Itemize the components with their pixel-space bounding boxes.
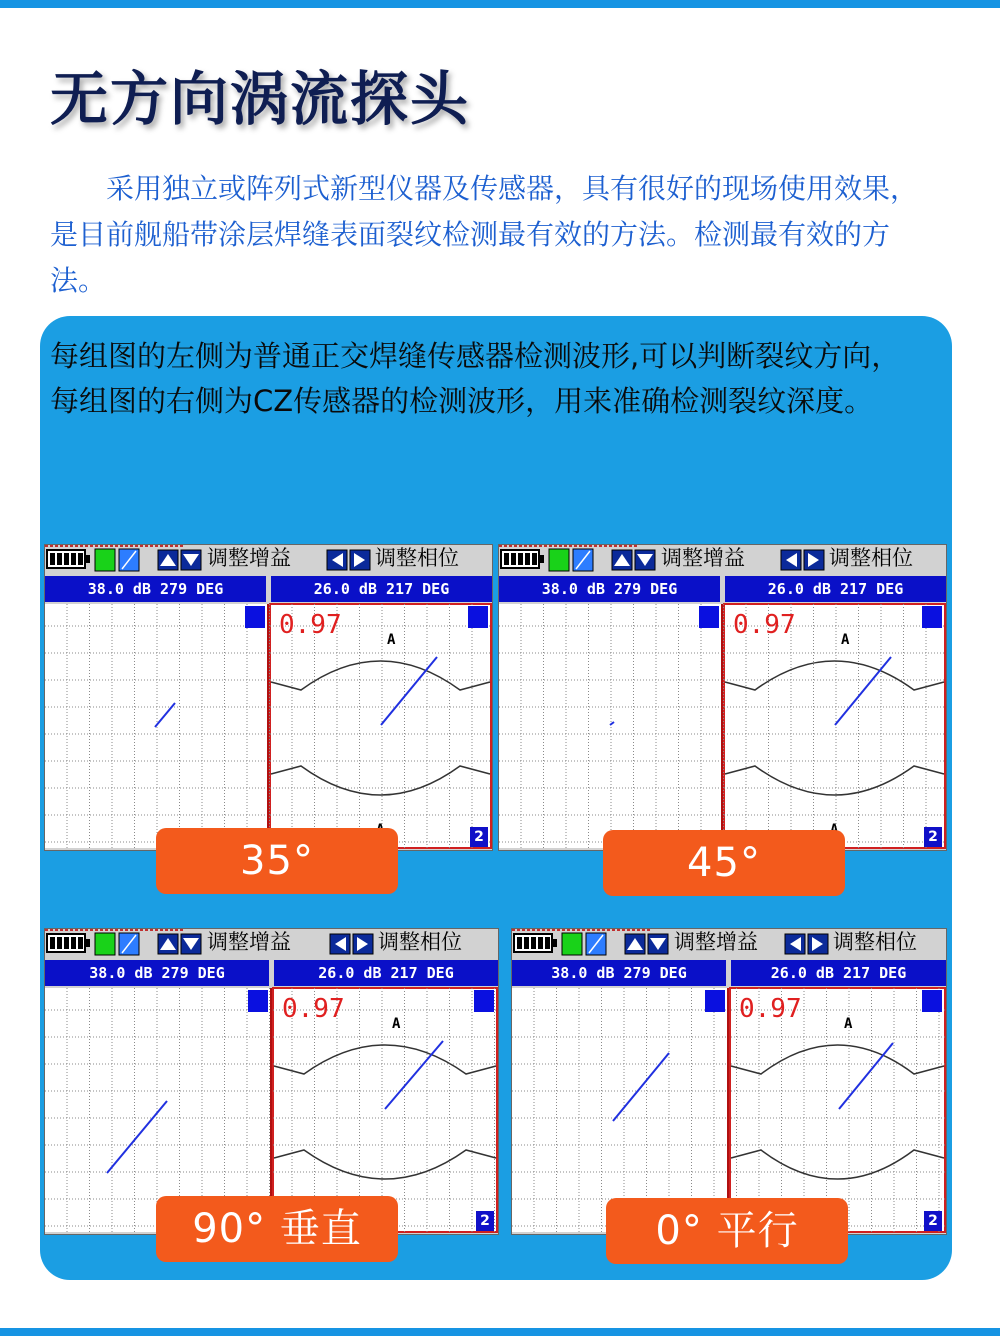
battery-icon xyxy=(47,934,90,952)
channel-number-badge: 2 xyxy=(476,1211,494,1231)
right-channel-header: 26.0 dB 217 DEG xyxy=(313,580,450,598)
phase-left-icon xyxy=(330,934,350,954)
phase-right-icon xyxy=(808,934,828,954)
phase-label: 调整相位 xyxy=(833,930,917,954)
intro-paragraph: 采用独立或阵列式新型仪器及传感器，具有很好的现场使用效果，是目前舰船带涂层焊缝表面裂纹检测最有效的方法。检测最有效的方法。 xyxy=(50,172,919,297)
panel-description xyxy=(50,334,930,424)
phase-left-icon xyxy=(785,934,805,954)
amplitude-ratio: 0.97 xyxy=(279,610,342,640)
phase-label: 调整相位 xyxy=(378,930,462,954)
gain-label: 调整增益 xyxy=(207,546,291,570)
battery-icon xyxy=(47,550,90,568)
right-channel-header: 26.0 dB 217 DEG xyxy=(767,580,904,598)
gain-up-icon xyxy=(158,934,178,954)
instrument-screen xyxy=(44,928,499,1235)
marker-label: A xyxy=(841,632,850,648)
marker-label: A xyxy=(392,1016,401,1032)
channel-number-badge: 2 xyxy=(470,827,488,847)
amplitude-ratio: 0.97 xyxy=(733,610,796,640)
right-channel-header: 26.0 dB 217 DEG xyxy=(770,964,907,982)
right-channel-header: 26.0 dB 217 DEG xyxy=(318,964,454,982)
left-channel-header: 38.0 dB 279 DEG xyxy=(89,964,225,982)
battery-icon xyxy=(501,550,544,568)
gain-down-icon xyxy=(648,934,668,954)
instrument-screen xyxy=(44,544,493,851)
phase-right-icon xyxy=(353,934,373,954)
signal-indicator-icon xyxy=(95,933,115,955)
left-channel-header: 38.0 dB 279 DEG xyxy=(87,580,224,598)
angle-label: 45° xyxy=(603,830,845,896)
top-accent-bar xyxy=(0,0,1000,8)
gain-label: 调整增益 xyxy=(674,930,758,954)
bottom-accent-bar xyxy=(0,1328,1000,1336)
gain-down-icon xyxy=(181,550,201,570)
phase-label: 调整相位 xyxy=(375,546,459,570)
signal-indicator-icon xyxy=(549,549,569,571)
gain-up-icon xyxy=(158,550,178,570)
instrument-screen xyxy=(498,544,947,851)
marker-label: A xyxy=(844,1016,853,1032)
amplitude-ratio: 0.97 xyxy=(282,994,345,1024)
phase-right-icon xyxy=(350,550,370,570)
gain-label: 调整增益 xyxy=(661,546,745,570)
marker-label: A xyxy=(387,632,396,648)
instrument-screen xyxy=(511,928,947,1235)
phase-left-icon xyxy=(781,550,801,570)
phase-label: 调整相位 xyxy=(829,546,913,570)
angle-label: 35° xyxy=(156,828,398,894)
gain-up-icon xyxy=(612,550,632,570)
phase-right-icon xyxy=(804,550,824,570)
battery-icon xyxy=(514,934,557,952)
gain-down-icon xyxy=(181,934,201,954)
angle-label: 90° 垂直 xyxy=(156,1196,398,1262)
panel-line-1: 每组图的左侧为普通正交焊缝传感器检测波形,可以判断裂纹方向， xyxy=(50,339,901,373)
left-channel-header: 38.0 dB 279 DEG xyxy=(551,964,687,982)
panel-line-2: 每组图的右侧为CZ传感器的检测波形，用来准确检测裂纹深度。 xyxy=(50,384,874,418)
gain-down-icon xyxy=(635,550,655,570)
phase-left-icon xyxy=(327,550,347,570)
signal-indicator-icon xyxy=(562,933,582,955)
channel-number-badge: 2 xyxy=(924,1211,942,1231)
signal-indicator-icon xyxy=(95,549,115,571)
channel-number-badge: 2 xyxy=(924,827,942,847)
left-channel-header: 38.0 dB 279 DEG xyxy=(541,580,678,598)
amplitude-ratio: 0.97 xyxy=(739,994,802,1024)
angle-label: 0° 平行 xyxy=(606,1198,848,1264)
gain-up-icon xyxy=(625,934,645,954)
page-title: 无方向涡流探头 xyxy=(50,65,471,133)
gain-label: 调整增益 xyxy=(207,930,291,954)
